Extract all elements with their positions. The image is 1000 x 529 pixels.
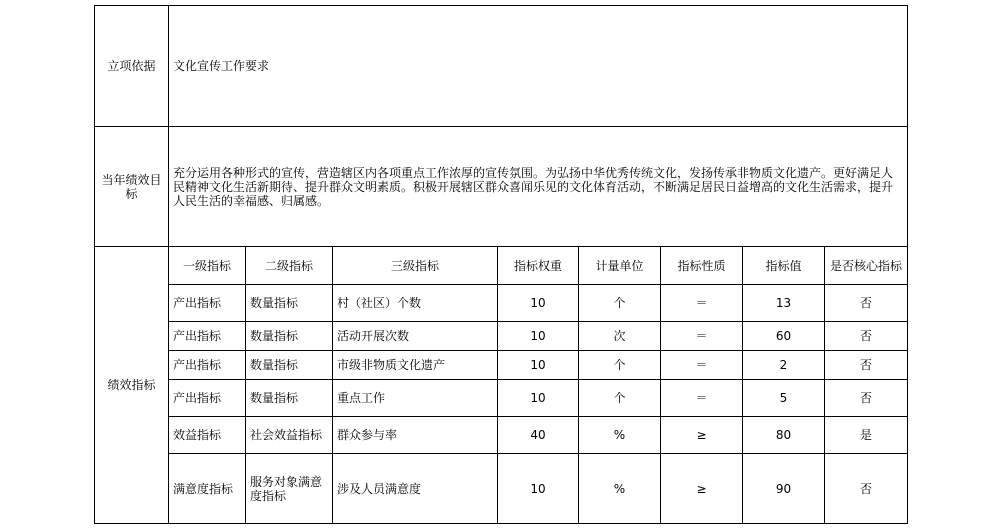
table-row [95, 380, 908, 417]
cell-weight: 40 [498, 417, 579, 454]
cell-level1: 效益指标 [169, 417, 246, 454]
cell-level3: 活动开展次数 [333, 322, 498, 351]
cell-weight: 10 [498, 285, 579, 322]
cell-level3: 群众参与率 [333, 417, 498, 454]
cell-level3: 重点工作 [333, 380, 498, 417]
cell-level2: 数量指标 [246, 351, 333, 380]
cell-level1: 满意度指标 [169, 454, 246, 524]
basis-value: 文化宣传工作要求 [169, 6, 908, 127]
cell-core: 否 [825, 454, 908, 524]
indicators-label: 绩效指标 [95, 247, 169, 524]
header-level1: 一级指标 [169, 247, 246, 285]
cell-weight: 10 [498, 322, 579, 351]
annual-goal-row [95, 127, 908, 247]
cell-level2: 数量指标 [246, 322, 333, 351]
annual-goal-label: 当年绩效目标 [95, 127, 169, 247]
cell-weight: 10 [498, 351, 579, 380]
cell-nature: ≥ [661, 454, 743, 524]
cell-core: 否 [825, 285, 908, 322]
cell-level1: 产出指标 [169, 322, 246, 351]
cell-level2: 社会效益指标 [246, 417, 333, 454]
table-row [95, 322, 908, 351]
header-level3: 三级指标 [333, 247, 498, 285]
cell-value: 5 [743, 380, 825, 417]
cell-level3: 涉及人员满意度 [333, 454, 498, 524]
cell-unit: 次 [579, 322, 661, 351]
table-row [95, 417, 908, 454]
cell-level2: 数量指标 [246, 285, 333, 322]
cell-core: 否 [825, 322, 908, 351]
cell-weight: 10 [498, 380, 579, 417]
cell-level2: 服务对象满意度指标 [246, 454, 333, 524]
cell-value: 90 [743, 454, 825, 524]
cell-value: 13 [743, 285, 825, 322]
cell-level1: 产出指标 [169, 351, 246, 380]
cell-level1: 产出指标 [169, 285, 246, 322]
cell-core: 否 [825, 351, 908, 380]
table-row [95, 351, 908, 380]
cell-value: 80 [743, 417, 825, 454]
performance-table [94, 5, 908, 524]
header-value: 指标值 [743, 247, 825, 285]
header-unit: 计量单位 [579, 247, 661, 285]
cell-value: 60 [743, 322, 825, 351]
cell-value: 2 [743, 351, 825, 380]
cell-level3: 市级非物质文化遗产 [333, 351, 498, 380]
header-core: 是否核心指标 [825, 247, 908, 285]
basis-label: 立项依据 [95, 6, 169, 127]
cell-nature: ＝ [661, 351, 743, 380]
basis-row [95, 6, 908, 127]
cell-nature: ≥ [661, 417, 743, 454]
cell-nature: ＝ [661, 322, 743, 351]
cell-nature: ＝ [661, 380, 743, 417]
cell-unit: 个 [579, 351, 661, 380]
cell-unit: % [579, 454, 661, 524]
indicator-header-row [95, 247, 908, 285]
cell-core: 否 [825, 380, 908, 417]
cell-unit: 个 [579, 285, 661, 322]
cell-nature: ＝ [661, 285, 743, 322]
cell-level3: 村（社区）个数 [333, 285, 498, 322]
header-nature: 指标性质 [661, 247, 743, 285]
cell-level1: 产出指标 [169, 380, 246, 417]
annual-goal-value: 充分运用各种形式的宣传，营造辖区内各项重点工作浓厚的宣传氛围。为弘扬中华优秀传统文化，发扬传承非物质文化遗产。更好满足人民精神文化生活新期待、提升群众文明素质。积极开展辖区群众喜闻乐见的文化体育活动，不断满足居民日益增高的文化生活需求，提升人民生活的幸福感、归属感。 [169, 127, 908, 247]
header-weight: 指标权重 [498, 247, 579, 285]
cell-unit: 个 [579, 380, 661, 417]
table-row [95, 454, 908, 524]
header-level2: 二级指标 [246, 247, 333, 285]
cell-weight: 10 [498, 454, 579, 524]
table-row [95, 285, 908, 322]
cell-level2: 数量指标 [246, 380, 333, 417]
cell-core: 是 [825, 417, 908, 454]
cell-unit: % [579, 417, 661, 454]
